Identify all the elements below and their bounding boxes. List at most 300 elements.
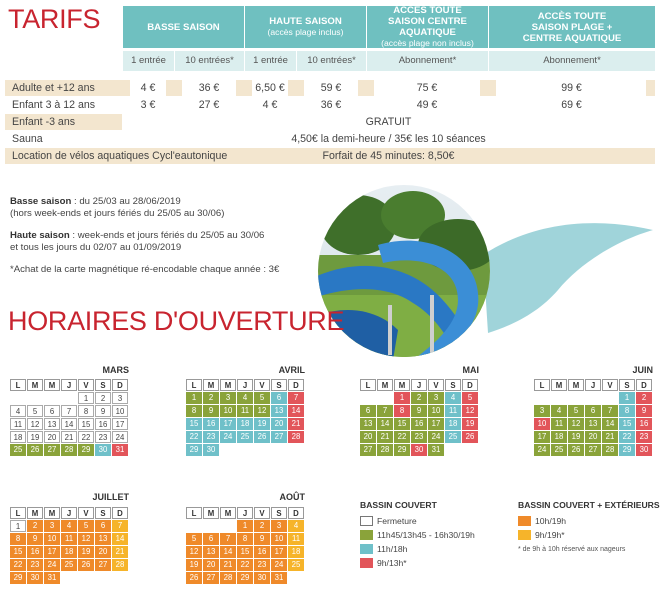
calendar-day: 25: [61, 559, 77, 571]
calendar-day: 17: [44, 546, 60, 558]
calendar-day: 8: [394, 405, 410, 417]
calendar-day: 13: [585, 418, 601, 430]
calendar-empty-cell: [360, 392, 376, 404]
legend-ext-title: BASSIN COUVERT + EXTÉRIEURS: [518, 500, 660, 510]
month-name-avril: AVRIL: [278, 365, 305, 375]
calendar-day: 22: [78, 431, 94, 443]
header-label: HAUTE SAISON: [269, 16, 342, 27]
calendar-day: 11: [288, 533, 304, 545]
calendar-day: 12: [254, 405, 270, 417]
price-cell: 69 €: [561, 99, 582, 111]
calendar-day: 30: [254, 572, 270, 584]
calendar-day: 17: [220, 418, 236, 430]
calendar-day: 5: [462, 392, 478, 404]
price-cell: 3 €: [140, 99, 156, 111]
calendar-day: 9: [254, 533, 270, 545]
price-cell: 49 €: [416, 99, 438, 111]
calendar-day: 25: [551, 444, 567, 456]
calendar-day: 24: [271, 559, 287, 571]
calendar-day: 23: [95, 431, 111, 443]
weekday-header: S: [95, 379, 111, 391]
calendar-day: 3: [220, 392, 236, 404]
calendar-day: 30: [27, 572, 43, 584]
price-cell: 59 €: [320, 82, 342, 94]
calendar-day: 24: [112, 431, 128, 443]
subheader-10-entrees: 10 entrées*: [296, 51, 366, 71]
calendar-day: 3: [534, 405, 550, 417]
calendar-day: 21: [61, 431, 77, 443]
calendar-day: 28: [112, 559, 128, 571]
calendar-day: 14: [377, 418, 393, 430]
calendar-day: 21: [377, 431, 393, 443]
calendar-day: 21: [602, 431, 618, 443]
calendar-day: 16: [254, 546, 270, 558]
weekday-header: M: [44, 507, 60, 519]
row-label-enfant-3-12: Enfant 3 à 12 ans: [12, 99, 96, 111]
calendar-day: 7: [377, 405, 393, 417]
calendar-day: 17: [534, 431, 550, 443]
calendar-day: 9: [636, 405, 652, 417]
calendar-day: 17: [112, 418, 128, 430]
note-basse-saison: [10, 196, 181, 208]
calendar-day: 6: [95, 520, 111, 532]
calendar-day: 15: [619, 418, 635, 430]
calendar-day: 22: [394, 431, 410, 443]
calendar-day: 16: [95, 418, 111, 430]
calendar-day: 8: [186, 405, 202, 417]
calendar-day: 29: [186, 444, 202, 456]
calendar-day: 12: [462, 405, 478, 417]
calendar-day: 30: [203, 444, 219, 456]
calendar-day: 2: [636, 392, 652, 404]
weekday-header: M: [203, 507, 219, 519]
calendar-day: 5: [254, 392, 270, 404]
header-acces-centre: [366, 6, 488, 48]
calendar-day: 5: [568, 405, 584, 417]
subheader-1-entree: 1 entrée: [244, 51, 296, 71]
row-label-enfant-moins-3: Enfant -3 ans: [12, 116, 76, 128]
calendar-day: 20: [203, 559, 219, 571]
calendar-mai: [360, 379, 478, 456]
calendar-day: 1: [394, 392, 410, 404]
subheader-abonnement: Abonnement*: [366, 51, 488, 71]
subheader-abonnement: Abonnement*: [488, 51, 655, 71]
weekday-header: J: [61, 507, 77, 519]
weekday-header: J: [237, 507, 253, 519]
weekday-header: D: [462, 379, 478, 391]
calendar-day: 2: [254, 520, 270, 532]
calendar-day: 8: [78, 405, 94, 417]
calendar-day: 10: [220, 405, 236, 417]
calendar-day: 19: [254, 418, 270, 430]
calendar-day: 24: [44, 559, 60, 571]
calendar-day: 10: [428, 405, 444, 417]
weekday-header: V: [428, 379, 444, 391]
calendar-day: 10: [112, 405, 128, 417]
calendar-day: 22: [186, 431, 202, 443]
calendar-day: 11: [445, 405, 461, 417]
calendar-empty-cell: [602, 392, 618, 404]
calendar-empty-cell: [551, 392, 567, 404]
calendar-day: 27: [360, 444, 376, 456]
header-label: ACCÈS TOUTE SAISON PLAGE + CENTRE AQUATIQUE: [522, 10, 622, 44]
calendar-day: 11: [551, 418, 567, 430]
calendar-day: 27: [585, 444, 601, 456]
calendar-day: 28: [220, 572, 236, 584]
calendar-day: 31: [44, 572, 60, 584]
calendar-empty-cell: [44, 392, 60, 404]
weekday-header: M: [203, 379, 219, 391]
calendar-day: 6: [271, 392, 287, 404]
calendar-day: 13: [203, 546, 219, 558]
calendar-day: 1: [186, 392, 202, 404]
calendar-empty-cell: [220, 520, 236, 532]
calendar-day: 20: [271, 418, 287, 430]
calendar-day: 4: [445, 392, 461, 404]
calendar-day: 1: [237, 520, 253, 532]
weekday-header: J: [237, 379, 253, 391]
weekday-header: S: [619, 379, 635, 391]
calendar-day: 2: [411, 392, 427, 404]
calendar-day: 28: [61, 444, 77, 456]
calendar-day: 6: [44, 405, 60, 417]
horaires-title: HORAIRES D'OUVERTURE: [8, 306, 345, 336]
calendar-empty-cell: [186, 520, 202, 532]
calendar-day: 4: [288, 520, 304, 532]
weekday-header: M: [44, 379, 60, 391]
weekday-header: D: [288, 379, 304, 391]
calendar-day: 28: [602, 444, 618, 456]
calendar-day: 14: [112, 533, 128, 545]
calendar-day: 19: [462, 418, 478, 430]
calendar-day: 26: [462, 431, 478, 443]
span-cell-sauna: 4,50€ la demi-heure / 35€ les 10 séances: [291, 133, 486, 145]
calendar-empty-cell: [203, 520, 219, 532]
calendar-day: 26: [27, 444, 43, 456]
calendar-day: 30: [411, 444, 427, 456]
calendar-day: 1: [10, 520, 26, 532]
calendar-empty-cell: [10, 392, 26, 404]
weekday-header: L: [360, 379, 376, 391]
weekday-header: D: [288, 507, 304, 519]
note-label: Haute saison: [10, 230, 70, 241]
calendar-day: 21: [112, 546, 128, 558]
calendar-day: 27: [44, 444, 60, 456]
calendar-day: 15: [10, 546, 26, 558]
calendar-day: 14: [220, 546, 236, 558]
legend-swatch: [360, 516, 373, 526]
subheader-1-entree: 1 entrée: [122, 51, 174, 71]
calendar-day: 15: [394, 418, 410, 430]
row-label-adulte: Adulte et +12 ans: [12, 82, 95, 94]
weekday-header: M: [394, 379, 410, 391]
calendar-day: 28: [377, 444, 393, 456]
calendar-day: 28: [288, 431, 304, 443]
calendar-day: 25: [445, 431, 461, 443]
legend-swatch: [360, 558, 373, 568]
legend-label: 9h/13h*: [377, 558, 407, 568]
calendar-empty-cell: [534, 392, 550, 404]
calendar-day: 3: [112, 392, 128, 404]
calendar-day: 23: [27, 559, 43, 571]
calendar-day: 6: [360, 405, 376, 417]
calendar-day: 26: [186, 572, 202, 584]
calendar-day: 8: [10, 533, 26, 545]
calendar-day: 15: [78, 418, 94, 430]
price-cell: 99 €: [561, 82, 582, 94]
calendar-day: 6: [203, 533, 219, 545]
month-name-juin: JUIN: [632, 365, 653, 375]
calendar-day: 12: [568, 418, 584, 430]
weekday-header: L: [186, 507, 202, 519]
weekday-header: L: [534, 379, 550, 391]
calendar-empty-cell: [568, 392, 584, 404]
calendar-juillet: [10, 507, 128, 584]
weekday-header: J: [61, 379, 77, 391]
calendar-day: 10: [44, 533, 60, 545]
calendar-day: 14: [602, 418, 618, 430]
calendar-day: 16: [203, 418, 219, 430]
calendar-day: 23: [254, 559, 270, 571]
weekday-header: M: [220, 507, 236, 519]
price-cell: 36 €: [198, 82, 220, 94]
month-name-mars: MARS: [102, 365, 129, 375]
weekday-header: S: [271, 507, 287, 519]
legend-footnote: * de 9h à 10h réservé aux nageurs: [518, 546, 626, 553]
header-label: ACCÈS TOUTE SAISON CENTRE AQUATIQUE: [388, 5, 467, 38]
weekday-header: V: [78, 379, 94, 391]
calendar-day: 25: [288, 559, 304, 571]
calendar-day: 21: [288, 418, 304, 430]
calendar-day: 22: [10, 559, 26, 571]
calendar-day: 12: [186, 546, 202, 558]
calendar-day: 26: [78, 559, 94, 571]
calendar-day: 4: [237, 392, 253, 404]
calendar-day: 3: [428, 392, 444, 404]
calendar-day: 31: [271, 572, 287, 584]
calendar-day: 10: [534, 418, 550, 430]
calendar-day: 2: [203, 392, 219, 404]
weekday-header: D: [636, 379, 652, 391]
weekday-header: J: [585, 379, 601, 391]
calendar-day: 20: [585, 431, 601, 443]
legend-label: 10h/19h: [535, 516, 567, 526]
note-label: Basse saison: [10, 196, 72, 207]
calendar-day: 26: [568, 444, 584, 456]
calendar-day: 11: [237, 405, 253, 417]
weekday-header: M: [27, 507, 43, 519]
header-sublabel: (accès plage non inclus): [381, 38, 474, 48]
calendar-day: 13: [271, 405, 287, 417]
weekday-header: V: [254, 507, 270, 519]
calendar-day: 21: [220, 559, 236, 571]
calendar-empty-cell: [377, 392, 393, 404]
calendar-day: 15: [237, 546, 253, 558]
price-cell: 4 €: [262, 99, 278, 111]
weekday-header: V: [254, 379, 270, 391]
weekday-header: M: [377, 379, 393, 391]
calendar-day: 18: [10, 431, 26, 443]
calendar-day: 16: [636, 418, 652, 430]
price-cell: 27 €: [198, 99, 220, 111]
calendar-day: 8: [619, 405, 635, 417]
calendar-day: 9: [95, 405, 111, 417]
calendar-day: 7: [61, 405, 77, 417]
calendar-day: 9: [27, 533, 43, 545]
month-name-juillet: JUILLET: [92, 492, 129, 502]
calendar-day: 14: [61, 418, 77, 430]
row-label-sauna: Sauna: [12, 133, 43, 145]
row-label-velos: Location de vélos aquatiques Cycl'eautonique: [12, 150, 228, 162]
calendar-day: 23: [411, 431, 427, 443]
calendar-day: 20: [95, 546, 111, 558]
calendar-day: 13: [95, 533, 111, 545]
calendar-day: 4: [551, 405, 567, 417]
legend-swatch: [360, 530, 373, 540]
calendar-day: 6: [585, 405, 601, 417]
note-achat-carte: *Achat de la carte magnétique ré-encodable chaque année : 3€: [10, 264, 280, 275]
calendar-day: 1: [619, 392, 635, 404]
calendar-empty-cell: [61, 392, 77, 404]
calendar-day: 30: [636, 444, 652, 456]
calendar-day: 29: [619, 444, 635, 456]
calendar-day: 2: [95, 392, 111, 404]
calendar-day: 18: [445, 418, 461, 430]
calendar-day: 22: [619, 431, 635, 443]
calendar-day: 7: [288, 392, 304, 404]
calendar-day: 31: [428, 444, 444, 456]
weekday-header: L: [10, 507, 26, 519]
calendar-day: 25: [10, 444, 26, 456]
calendar-day: 27: [271, 431, 287, 443]
calendar-day: 19: [568, 431, 584, 443]
header-basse-saison: [122, 6, 244, 48]
weekday-header: D: [112, 507, 128, 519]
weekday-header: L: [10, 379, 26, 391]
month-name-aout: AOÛT: [279, 492, 305, 502]
header-acces-plage-centre: [488, 6, 655, 48]
calendar-day: 29: [78, 444, 94, 456]
header-label: BASSE SAISON: [147, 21, 220, 33]
price-cell: 4 €: [140, 82, 156, 94]
calendar-day: 29: [237, 572, 253, 584]
calendar-day: 18: [551, 431, 567, 443]
calendar-day: 17: [428, 418, 444, 430]
calendar-day: 9: [203, 405, 219, 417]
calendar-day: 7: [112, 520, 128, 532]
calendar-day: 9: [411, 405, 427, 417]
weekday-header: M: [551, 379, 567, 391]
calendar-day: 24: [220, 431, 236, 443]
calendar-day: 20: [44, 431, 60, 443]
price-cell: 36 €: [320, 99, 342, 111]
calendar-day: 18: [288, 546, 304, 558]
calendar-day: 4: [61, 520, 77, 532]
note-text: : week-ends et jours fériés du 25/05 au 30/06: [69, 230, 265, 241]
weekday-header: J: [411, 379, 427, 391]
note-basse-saison-line2: (hors week-ends et jours fériés du 25/05 au 30/06): [10, 208, 225, 219]
month-name-mai: MAI: [462, 365, 479, 375]
calendar-day: 25: [237, 431, 253, 443]
calendar-day: 16: [27, 546, 43, 558]
decorative-swoosh: [483, 223, 653, 333]
calendar-day: 27: [95, 559, 111, 571]
calendar-day: 12: [78, 533, 94, 545]
calendar-day: 24: [428, 431, 444, 443]
weekday-header: S: [95, 507, 111, 519]
weekday-header: V: [602, 379, 618, 391]
calendar-day: 22: [237, 559, 253, 571]
weekday-header: S: [271, 379, 287, 391]
calendar-day: 18: [61, 546, 77, 558]
span-cell-gratuit: GRATUIT: [365, 116, 412, 128]
calendar-avril: [186, 379, 304, 456]
span-cell-velos: Forfait de 45 minutes: 8,50€: [322, 150, 455, 162]
calendar-day: 7: [602, 405, 618, 417]
tarifs-title: TARIFS: [8, 4, 101, 34]
calendar-day: 23: [203, 431, 219, 443]
calendar-day: 18: [237, 418, 253, 430]
calendar-day: 13: [44, 418, 60, 430]
calendar-day: 5: [186, 533, 202, 545]
legend-label: Fermeture: [377, 516, 417, 526]
calendar-day: 19: [78, 546, 94, 558]
calendar-day: 5: [27, 405, 43, 417]
calendar-day: 30: [95, 444, 111, 456]
calendar-day: 3: [44, 520, 60, 532]
legend-swatch: [360, 544, 373, 554]
calendar-day: 10: [271, 533, 287, 545]
calendar-day: 13: [360, 418, 376, 430]
calendar-empty-cell: [27, 392, 43, 404]
calendar-mars: [10, 379, 128, 456]
calendar-day: 3: [271, 520, 287, 532]
calendar-day: 11: [61, 533, 77, 545]
weekday-header: L: [186, 379, 202, 391]
note-haute-saison-line2: et tous les jours du 02/07 au 01/09/2019: [10, 242, 182, 253]
header-haute-saison: [244, 6, 366, 48]
header-sublabel: (accès plage inclus): [267, 27, 344, 37]
waterslide-photo: [318, 185, 658, 365]
calendar-day: 27: [203, 572, 219, 584]
legend-label: 11h/18h: [377, 544, 408, 554]
calendar-empty-cell: [585, 392, 601, 404]
note-haute-saison: [10, 230, 264, 242]
legend-label: 11h45/13h45 - 16h30/19h: [377, 530, 475, 540]
calendar-day: 29: [10, 572, 26, 584]
calendar-day: 11: [10, 418, 26, 430]
calendar-day: 14: [288, 405, 304, 417]
calendar-day: 16: [411, 418, 427, 430]
calendar-day: 20: [360, 431, 376, 443]
legend-swatch: [518, 530, 531, 540]
weekday-header: S: [445, 379, 461, 391]
calendar-day: 23: [636, 431, 652, 443]
calendar-day: 15: [186, 418, 202, 430]
calendar-day: 31: [112, 444, 128, 456]
weekday-header: M: [27, 379, 43, 391]
calendar-day: 7: [220, 533, 236, 545]
calendar-day: 19: [27, 431, 43, 443]
calendar-day: 26: [254, 431, 270, 443]
subheader-10-entrees: 10 entrées*: [174, 51, 244, 71]
legend-swatch: [518, 516, 531, 526]
calendar-day: 17: [271, 546, 287, 558]
weekday-header: V: [78, 507, 94, 519]
price-cell: 75 €: [416, 82, 438, 94]
calendar-aout: [186, 507, 304, 584]
weekday-header: M: [568, 379, 584, 391]
